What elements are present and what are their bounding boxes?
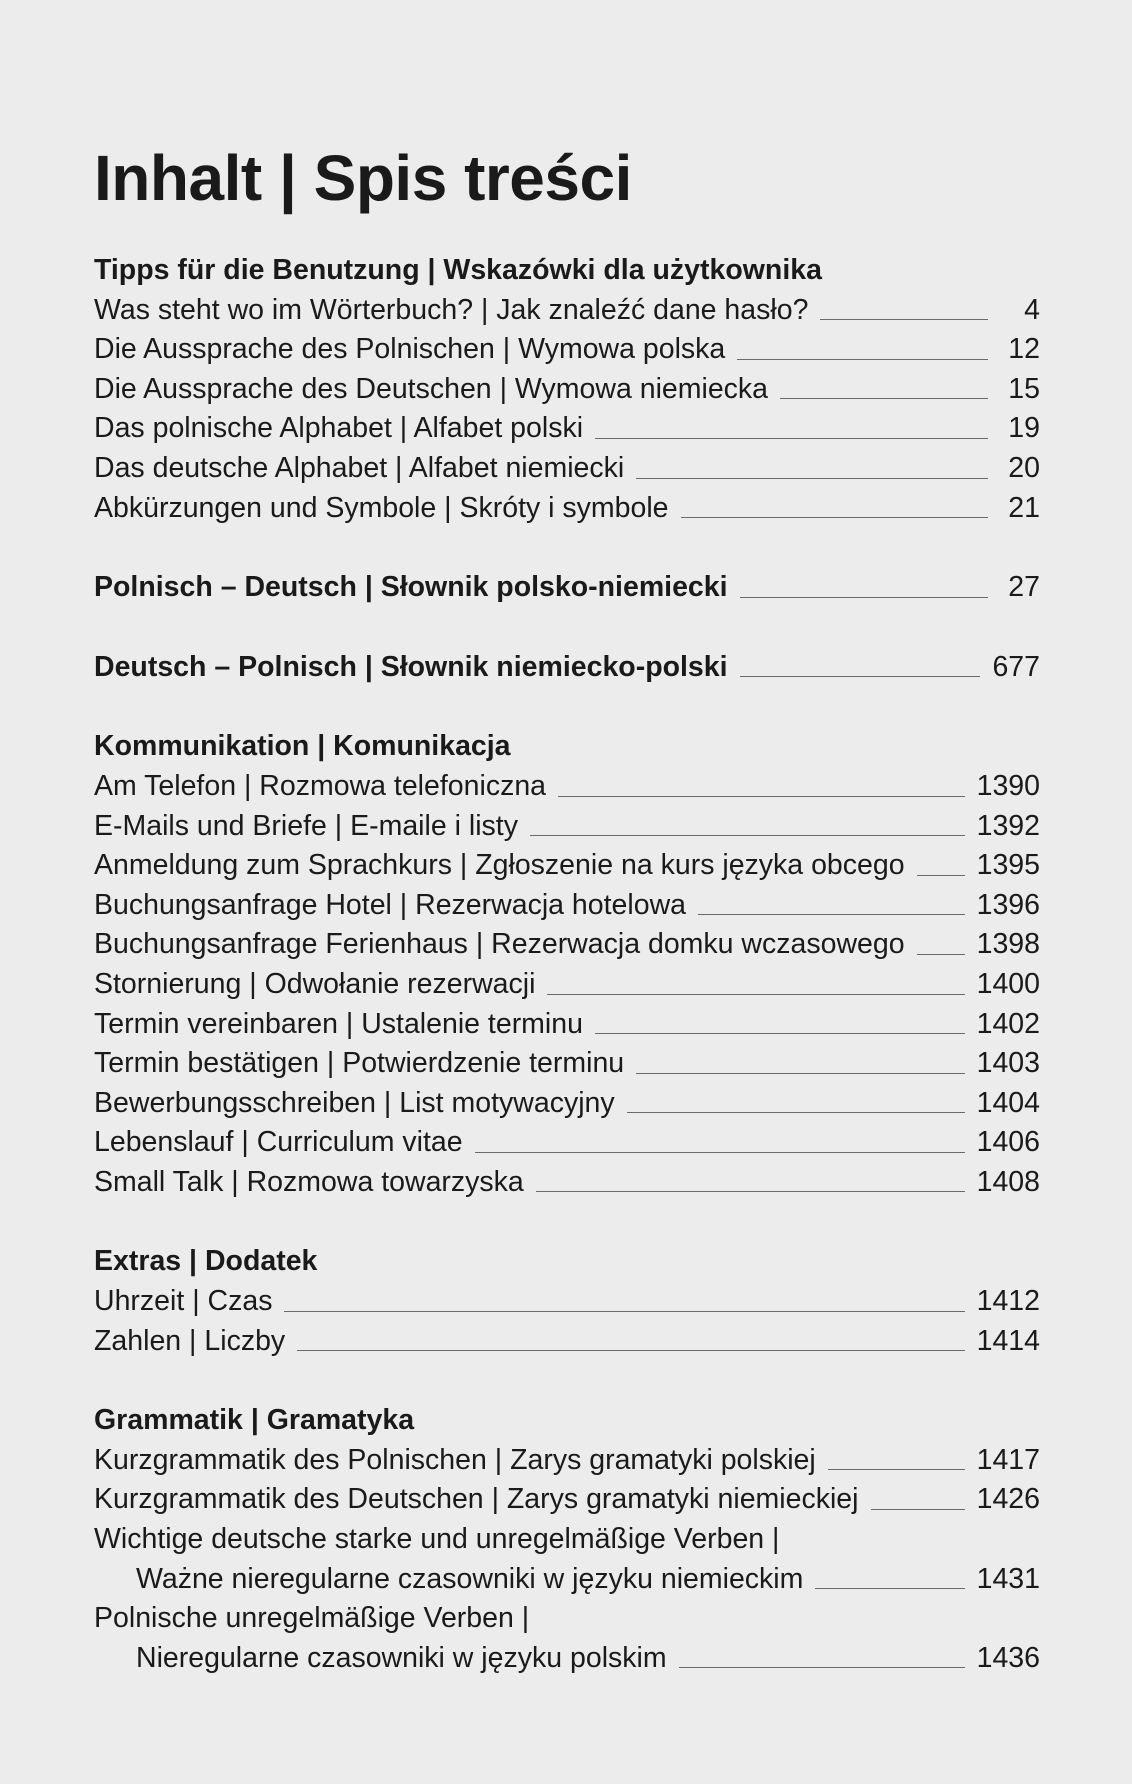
entry-page: 1426 xyxy=(976,1483,1040,1516)
entry-title: Small Talk | Rozmowa towarzyska xyxy=(94,1165,524,1198)
toc-entry[interactable] xyxy=(94,1282,1040,1322)
entry-page: 12 xyxy=(1008,333,1040,366)
toc-entry-continuation[interactable] xyxy=(94,1639,1040,1679)
entry-page: 1406 xyxy=(976,1126,1040,1159)
leader-line xyxy=(627,1112,965,1113)
entry-page: 1408 xyxy=(976,1165,1040,1198)
entry-page: 1390 xyxy=(976,769,1040,802)
toc-section-grammatik xyxy=(94,1401,1040,1678)
toc-section-pl-de xyxy=(94,568,1040,608)
toc-entry[interactable] xyxy=(94,449,1040,489)
entry-title: Abkürzungen und Symbole | Skróty i symbole xyxy=(94,491,669,524)
leader-line xyxy=(475,1152,965,1153)
entry-page: 1417 xyxy=(976,1443,1040,1476)
entry-title: Lebenslauf | Curriculum vitae xyxy=(94,1126,463,1159)
entry-page: 20 xyxy=(1008,451,1040,484)
table-of-contents xyxy=(94,251,1040,1718)
toc-section-tipps xyxy=(94,251,1040,528)
toc-entry-first-line[interactable]: Wichtige deutsche starke und unregelmäßige Verben | xyxy=(94,1523,780,1556)
leader-line xyxy=(530,835,965,836)
entry-title: Stornierung | Odwołanie rezerwacji xyxy=(94,967,536,1000)
entry-page: 4 xyxy=(1024,293,1040,326)
entry-page: 1436 xyxy=(976,1641,1040,1674)
toc-entry[interactable] xyxy=(94,1123,1040,1163)
leader-line xyxy=(698,914,965,915)
leader-line xyxy=(636,478,988,479)
toc-entry[interactable] xyxy=(94,1480,1040,1520)
entry-title: Buchungsanfrage Ferienhaus | Rezerwacja domku wczasowego xyxy=(94,928,905,961)
toc-entry[interactable] xyxy=(94,846,1040,886)
toc-entry[interactable] xyxy=(94,1441,1040,1481)
toc-entry[interactable] xyxy=(94,767,1040,807)
toc-entry[interactable] xyxy=(94,807,1040,847)
toc-entry[interactable] xyxy=(94,925,1040,965)
section-heading: Tipps für die Benutzung | Wskazówki dla użytkownika xyxy=(94,254,822,286)
leader-line xyxy=(820,319,988,320)
entry-page: 1414 xyxy=(976,1324,1040,1357)
entry-title: Nieregularne czasowniki w języku polskim xyxy=(136,1641,667,1674)
entry-title: Buchungsanfrage Hotel | Rezerwacja hotelowa xyxy=(94,888,687,921)
entry-title: Anmeldung zum Sprachkurs | Zgłoszenie na kurs języka obcego xyxy=(94,849,905,882)
toc-entry-pl-de[interactable] xyxy=(94,568,1040,608)
leader-line xyxy=(536,1191,965,1192)
entry-title: Die Aussprache des Polnischen | Wymowa polska xyxy=(94,333,726,366)
toc-entry[interactable] xyxy=(94,409,1040,449)
entry-title: Uhrzeit | Czas xyxy=(94,1285,273,1318)
entry-page: 1395 xyxy=(976,849,1040,882)
leader-line xyxy=(284,1311,964,1312)
entry-page: 1403 xyxy=(976,1047,1040,1080)
entry-title: Was steht wo im Wörterbuch? | Jak znaleźć dane hasło? xyxy=(94,293,809,326)
leader-line xyxy=(681,517,988,518)
toc-entry[interactable] xyxy=(94,886,1040,926)
entry-page: 1396 xyxy=(976,888,1040,921)
leader-line xyxy=(547,994,964,995)
toc-section-kommunikation xyxy=(94,727,1040,1202)
section-heading: Extras | Dodatek xyxy=(94,1245,318,1278)
entry-title: Das deutsche Alphabet | Alfabet niemiecki xyxy=(94,451,625,484)
leader-line xyxy=(871,1509,965,1510)
toc-entry[interactable] xyxy=(94,1163,1040,1203)
leader-line xyxy=(558,796,965,797)
toc-section-de-pl xyxy=(94,648,1040,688)
leader-line xyxy=(740,597,988,598)
entry-page: 19 xyxy=(1008,412,1040,445)
page-title: Inhalt | Spis treści xyxy=(94,142,632,214)
entry-title: Die Aussprache des Deutschen | Wymowa niemiecka xyxy=(94,372,769,405)
entry-title: Ważne nieregularne czasowniki w języku niemieckim xyxy=(136,1562,804,1595)
leader-line xyxy=(679,1667,965,1668)
toc-entry[interactable] xyxy=(94,1084,1040,1124)
entry-page: 1431 xyxy=(976,1562,1040,1595)
leader-line xyxy=(595,1033,965,1034)
toc-entry[interactable] xyxy=(94,1044,1040,1084)
leader-line xyxy=(917,875,965,876)
entry-title: Polnisch – Deutsch | Słownik polsko-niemiecki xyxy=(94,571,728,604)
toc-entry[interactable] xyxy=(94,965,1040,1005)
entry-title: Deutsch – Polnisch | Słownik niemiecko-polski xyxy=(94,650,728,683)
leader-line xyxy=(595,438,988,439)
leader-line xyxy=(737,359,988,360)
entry-page: 677 xyxy=(992,650,1040,683)
entry-title: Kurzgrammatik des Deutschen | Zarys gramatyki niemieckiej xyxy=(94,1483,859,1516)
toc-entry[interactable] xyxy=(94,330,1040,370)
toc-entry[interactable] xyxy=(94,1005,1040,1045)
entry-page: 27 xyxy=(1008,571,1040,604)
toc-entry-continuation[interactable] xyxy=(94,1560,1040,1600)
leader-line xyxy=(815,1588,964,1589)
entry-title: Termin bestätigen | Potwierdzenie terminu xyxy=(94,1047,625,1080)
toc-entry-de-pl[interactable] xyxy=(94,648,1040,688)
leader-line xyxy=(828,1469,965,1470)
toc-entry[interactable] xyxy=(94,489,1040,529)
toc-entry-first-line[interactable]: Polnische unregelmäßige Verben | xyxy=(94,1602,530,1635)
entry-page: 1402 xyxy=(976,1007,1040,1040)
toc-entry[interactable] xyxy=(94,291,1040,331)
toc-entry[interactable] xyxy=(94,370,1040,410)
entry-title: Bewerbungsschreiben | List motywacyjny xyxy=(94,1086,615,1119)
entry-page: 1412 xyxy=(976,1285,1040,1318)
entry-title: Das polnische Alphabet | Alfabet polski xyxy=(94,412,584,445)
section-heading: Grammatik | Gramatyka xyxy=(94,1404,415,1437)
leader-line xyxy=(740,676,981,677)
entry-page: 1400 xyxy=(976,967,1040,1000)
entry-title: E-Mails und Briefe | E-maile i listy xyxy=(94,809,518,842)
entry-page: 15 xyxy=(1008,372,1040,405)
entry-title: Kurzgrammatik des Polnischen | Zarys gramatyki polskiej xyxy=(94,1443,816,1476)
entry-title: Am Telefon | Rozmowa telefoniczna xyxy=(94,769,547,802)
entry-page: 1398 xyxy=(976,928,1040,961)
section-heading: Kommunikation | Komunikacja xyxy=(94,730,511,763)
entry-title: Zahlen | Liczby xyxy=(94,1324,286,1357)
entry-page: 21 xyxy=(1008,491,1040,524)
leader-line xyxy=(780,398,988,399)
toc-entry[interactable] xyxy=(94,1322,1040,1362)
toc-section-extras xyxy=(94,1242,1040,1361)
leader-line xyxy=(917,954,965,955)
entry-page: 1404 xyxy=(976,1086,1040,1119)
entry-title: Termin vereinbaren | Ustalenie terminu xyxy=(94,1007,583,1040)
entry-page: 1392 xyxy=(976,809,1040,842)
leader-line xyxy=(297,1350,964,1351)
leader-line xyxy=(636,1073,964,1074)
